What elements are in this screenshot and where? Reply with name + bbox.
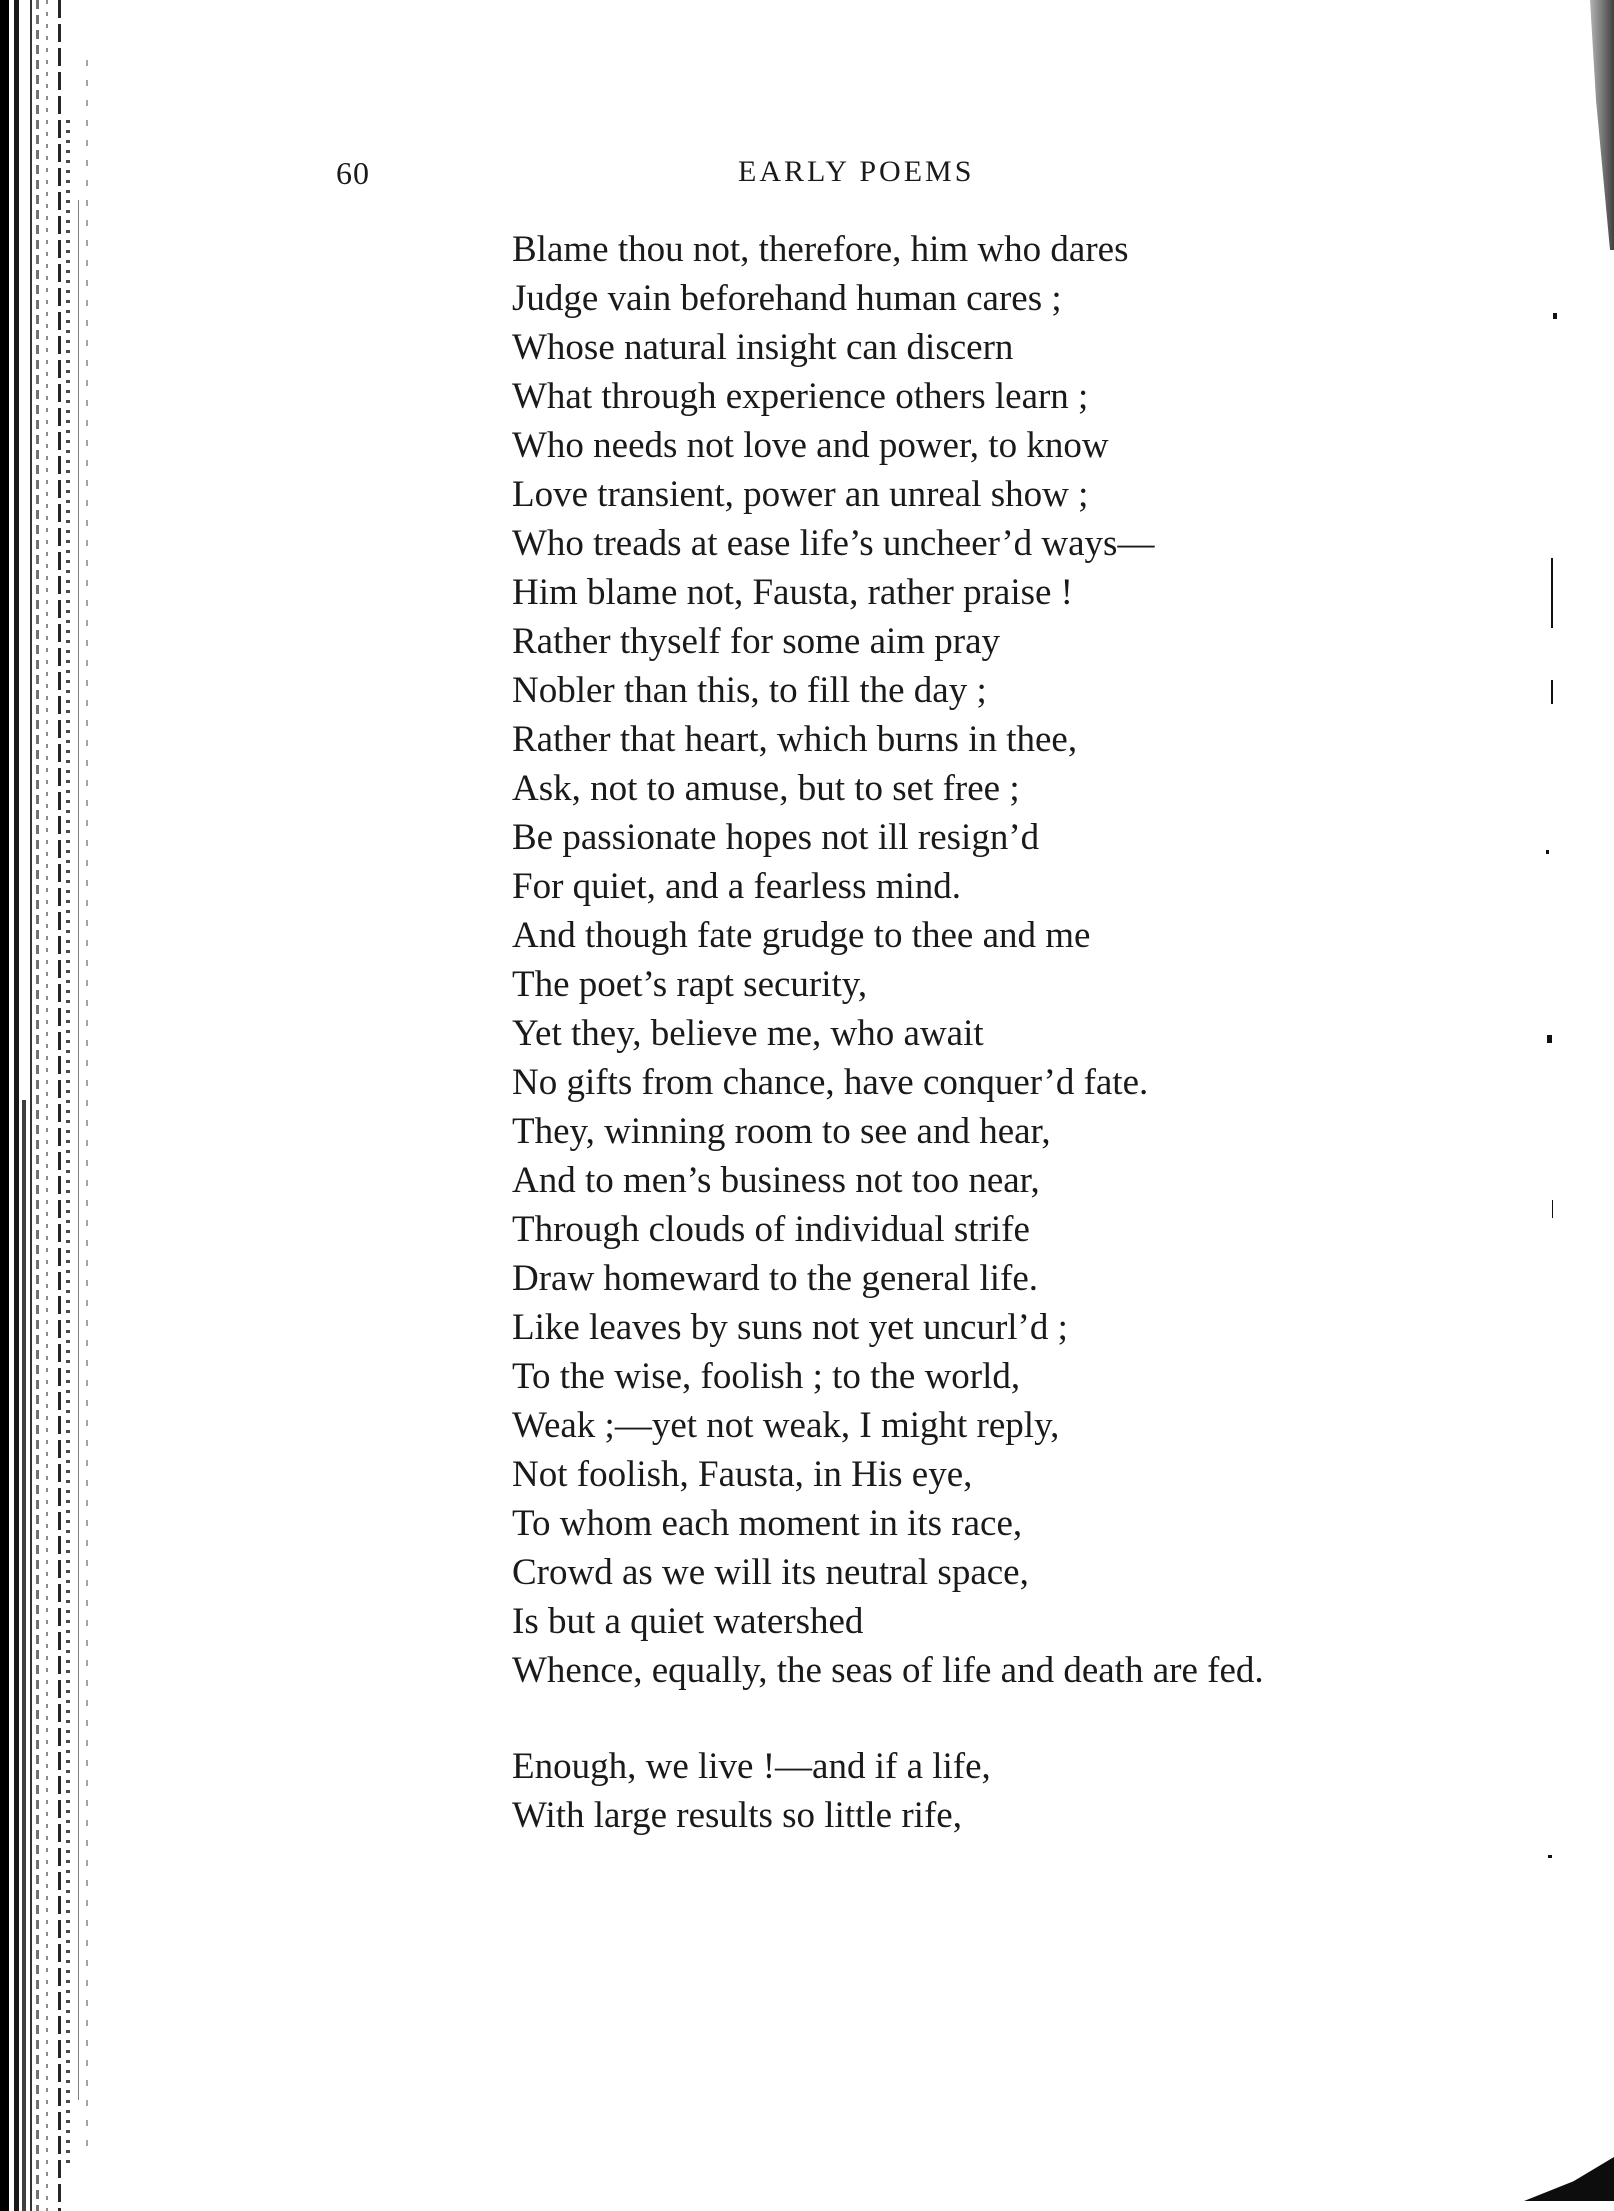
edge-line <box>1551 558 1553 628</box>
poem-line: For quiet, and a fearless mind. <box>512 866 962 907</box>
poem-line: And to men’s business not too near, <box>512 1160 1040 1201</box>
poem-line: Rather thyself for some aim pray <box>512 621 1001 662</box>
poem-line: Who needs not love and power, to know <box>512 425 1109 466</box>
poem-line: The poet’s rapt security, <box>512 964 868 1005</box>
page-binding-edge <box>0 0 100 2211</box>
poem-line: To the wise, foolish ; to the world, <box>512 1356 1021 1397</box>
poem-line: Judge vain beforehand human cares ; <box>512 278 1062 319</box>
poem-line: Blame thou not, therefore, him who dares <box>512 229 1129 270</box>
poem-line: Draw homeward to the general life. <box>512 1258 1039 1299</box>
page-number: 60 <box>336 155 370 191</box>
poem-line: And though fate grudge to thee and me <box>512 915 1091 956</box>
edge-line <box>1551 680 1553 704</box>
poem-line: Nobler than this, to fill the day ; <box>512 670 987 711</box>
poem-line: Is but a quiet watershed <box>512 1601 864 1642</box>
running-head: EARLY POEMS <box>738 155 975 188</box>
poem-line: Weak ;—yet not weak, I might reply, <box>512 1405 1060 1446</box>
poem-line: Yet they, believe me, who await <box>512 1013 984 1054</box>
poem-line: To whom each moment in its race, <box>512 1503 1023 1544</box>
page-corner-shadow <box>1574 0 1614 250</box>
poem-line: Whose natural insight can discern <box>512 327 1014 368</box>
poem-line: They, winning room to see and hear, <box>512 1111 1051 1152</box>
poem-line: No gifts from chance, have conquer’d fate. <box>512 1062 1149 1103</box>
poem-line: Him blame not, Fausta, rather praise ! <box>512 572 1073 613</box>
poem-line: What through experience others learn ; <box>512 376 1089 417</box>
poem-line: With large results so little rife, <box>512 1795 962 1836</box>
edge-speck <box>1553 313 1557 319</box>
edge-speck <box>1547 1035 1552 1043</box>
page-curl-shadow <box>1524 2157 1614 2201</box>
poem-line: Through clouds of individual strife <box>512 1209 1030 1250</box>
poem-line: Like leaves by suns not yet uncurl’d ; <box>512 1307 1068 1348</box>
poem-line: Who treads at ease life’s uncheer’d ways— <box>512 523 1155 564</box>
poem-line: Enough, we live !—and if a life, <box>512 1746 991 1787</box>
poem-line: Ask, not to amuse, but to set free ; <box>512 768 1020 809</box>
poem-line: Not foolish, Fausta, in His eye, <box>512 1454 973 1495</box>
poem-line: Be passionate hopes not ill resign’d <box>512 817 1040 858</box>
poem-line: Rather that heart, which burns in thee, <box>512 719 1078 760</box>
edge-line <box>1552 1200 1553 1218</box>
poem-line: Crowd as we will its neutral space, <box>512 1552 1029 1593</box>
edge-speck <box>1546 850 1549 854</box>
poem-line: Whence, equally, the seas of life and death are fed. <box>512 1650 1264 1691</box>
poem-line: Love transient, power an unreal show ; <box>512 474 1089 515</box>
edge-speck <box>1548 1855 1552 1858</box>
